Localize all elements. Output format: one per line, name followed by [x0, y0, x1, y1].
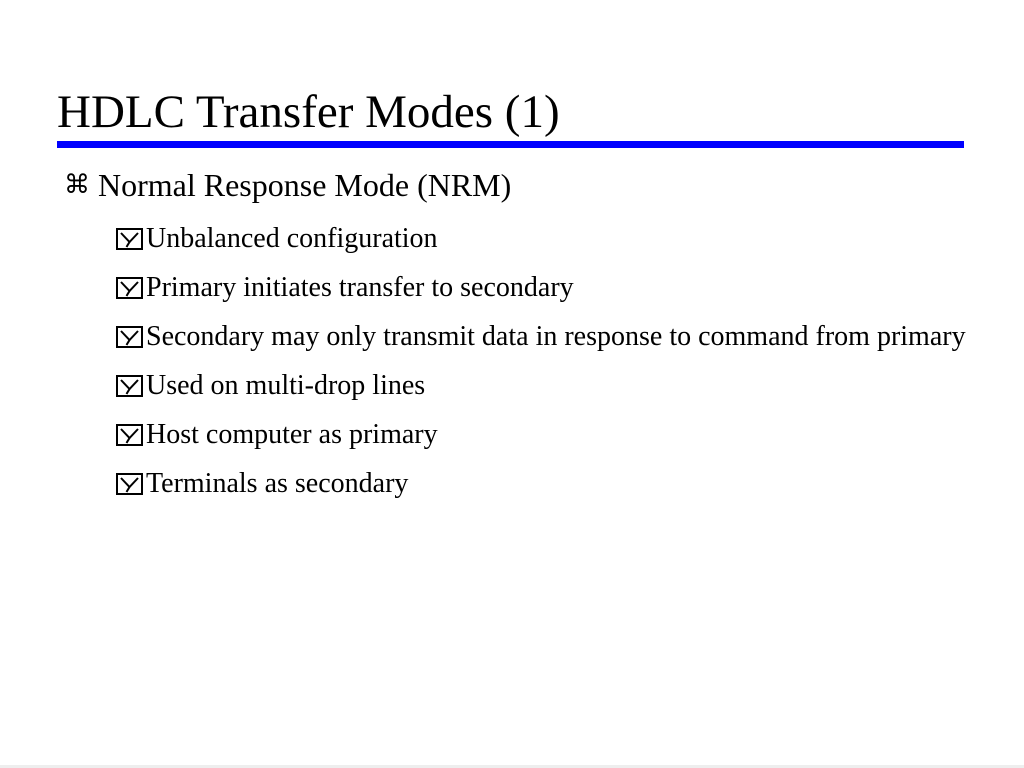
sub-bullet [116, 219, 976, 259]
main-bullet-text: Normal Response Mode (NRM) [98, 167, 512, 203]
sub-bullet-text: Terminals as secondary [146, 468, 409, 499]
sub-bullet-text: Secondary may only transmit data in response to command from primary [146, 321, 966, 352]
checked-box-icon [116, 424, 143, 446]
sub-bullet-text: Primary initiates transfer to secondary [146, 272, 574, 303]
place-of-interest-icon: ⌘ [64, 170, 90, 200]
sub-bullet [116, 415, 976, 455]
checked-box-icon [116, 277, 143, 299]
main-bullet [64, 164, 511, 206]
checked-box-icon [116, 326, 143, 348]
sub-bullet-text: Host computer as primary [146, 419, 438, 450]
title-underline [57, 141, 964, 148]
sub-bullet-text: Unbalanced configuration [146, 223, 438, 254]
sub-bullet-list [116, 219, 976, 513]
checked-box-icon [116, 375, 143, 397]
sub-bullet [116, 317, 976, 357]
sub-bullet-text: Used on multi-drop lines [146, 370, 426, 401]
slide-title: HDLC Transfer Modes (1) [57, 86, 560, 138]
sub-bullet [116, 464, 976, 504]
checked-box-icon [116, 228, 143, 250]
checked-box-icon [116, 473, 143, 495]
sub-bullet [116, 366, 976, 406]
sub-bullet [116, 268, 976, 308]
